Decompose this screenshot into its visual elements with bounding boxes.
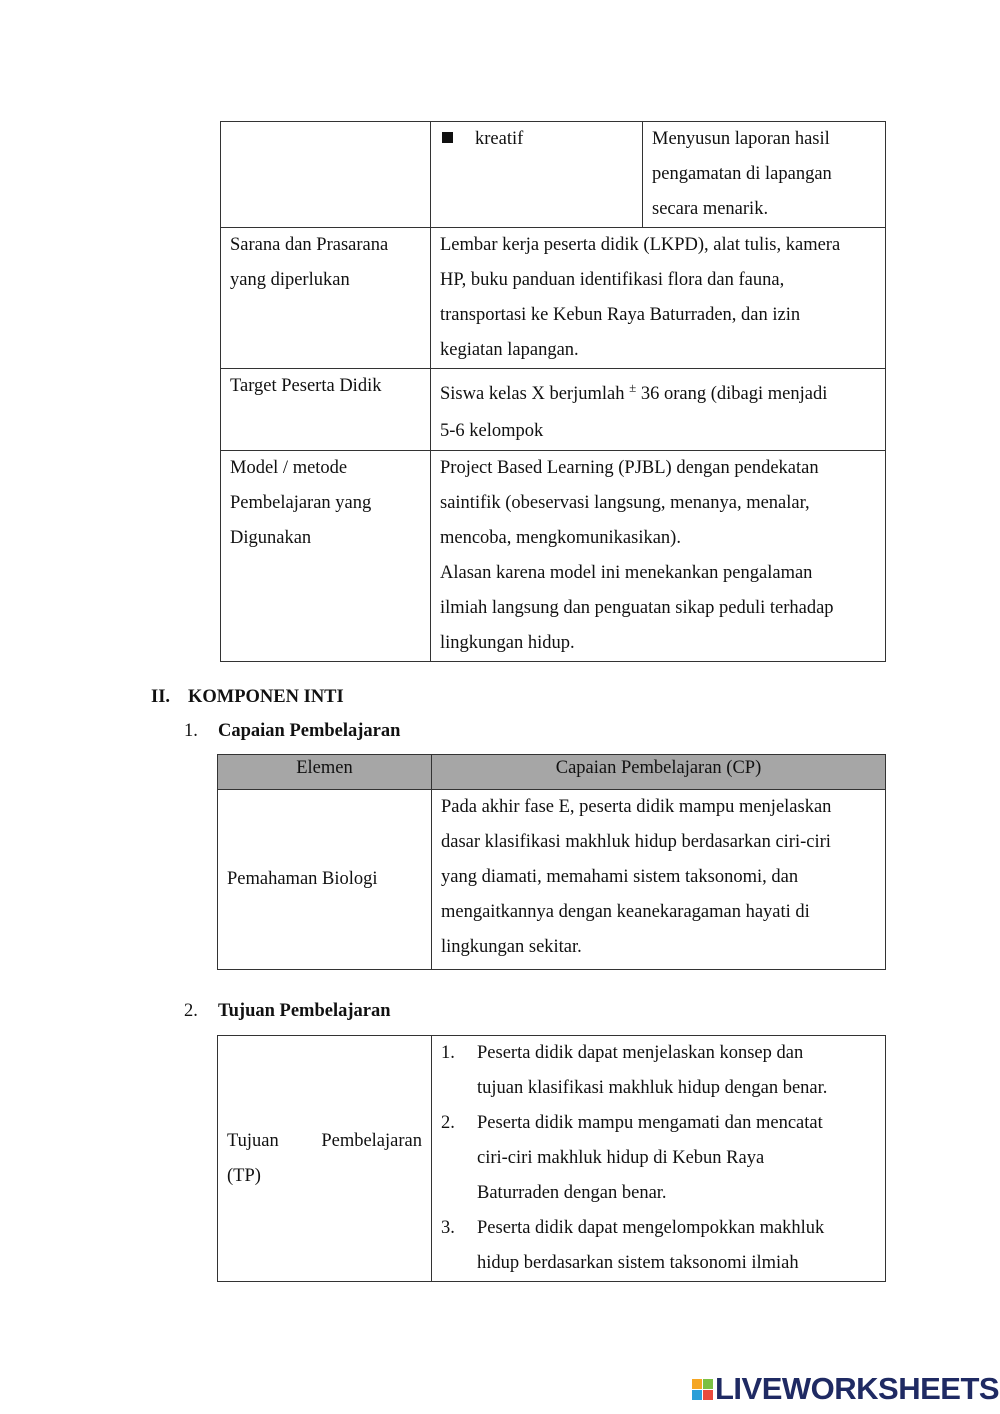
cp-element: Pemahaman Biologi <box>218 790 432 970</box>
text-line: 5-6 kelompok <box>440 421 544 441</box>
text-line: mencoba, mengkomunikasikan). <box>440 528 681 548</box>
square-bullet-icon <box>442 132 453 143</box>
section-heading <box>151 680 344 715</box>
liveworksheets-logo[interactable] <box>692 1371 999 1407</box>
text-line: saintifik (obeservasi langsung, menanya, menalar, <box>440 493 810 513</box>
text-line: Peserta didik mampu mengamati dan mencatat <box>477 1113 823 1133</box>
text-line: transportasi ke Kebun Raya Baturraden, dan izin <box>440 305 801 325</box>
text-line: tujuan klasifikasi makhluk hidup dengan benar. <box>477 1078 828 1098</box>
text-line: kegiatan lapangan. <box>440 340 579 360</box>
target-text: Siswa kelas X berjumlah <box>440 384 630 404</box>
profile-description <box>643 122 886 228</box>
logo-tile <box>692 1390 702 1400</box>
list-item <box>441 1036 876 1106</box>
text-line: Peserta didik dapat menjelaskan konsep dan <box>477 1043 804 1063</box>
objective-list <box>441 1036 876 1281</box>
text-line: Lembar kerja peserta didik (LKPD), alat tulis, kamera <box>440 235 841 255</box>
text-line: pengamatan di lapangan <box>652 164 832 184</box>
text-line: Model / metode <box>230 458 348 478</box>
text-line: (TP) <box>227 1165 261 1186</box>
subheading-cp <box>184 714 400 749</box>
tp-objectives <box>432 1036 886 1282</box>
text-line: Menyusun laporan hasil <box>652 129 830 149</box>
logo-tile <box>703 1379 713 1389</box>
list-item <box>441 1106 876 1211</box>
live-badge-icon <box>692 1379 713 1400</box>
header-cp: Capaian Pembelajaran (CP) <box>432 755 886 790</box>
text-line: Pada akhir fase E, peserta didik mampu menjelaskan <box>441 797 832 817</box>
text-line: Tujuan Pembelajaran <box>227 1130 422 1151</box>
row-creative <box>221 122 886 228</box>
subheading-title: Capaian Pembelajaran <box>218 721 401 741</box>
cp-header-row <box>218 755 886 790</box>
profile-cell <box>431 122 643 228</box>
facilities-value <box>431 228 886 369</box>
target-label: Target Peserta Didik <box>221 369 431 451</box>
text-line: ilmiah langsung dan penguatan sikap peduli terhadap <box>440 598 834 618</box>
text-line: Baturraden dengan benar. <box>477 1183 667 1203</box>
text-line: secara menarik. <box>652 199 769 219</box>
module-identity-table <box>220 121 886 662</box>
target-value <box>431 369 886 451</box>
subheading-tp <box>184 994 391 1029</box>
text-line: mengaitkannya dengan keanekaragaman hayati di <box>441 902 810 922</box>
row-model <box>221 451 886 662</box>
logo-tile <box>703 1390 713 1400</box>
text-line: yang diperlukan <box>230 270 350 290</box>
section-number: II. <box>151 687 171 707</box>
target-text: 36 orang (dibagi menjadi <box>636 384 828 404</box>
plus-minus-symbol: ± <box>629 380 637 395</box>
model-label <box>221 451 431 662</box>
text-line: dasar klasifikasi makhluk hidup berdasarkan ciri-ciri <box>441 832 831 852</box>
text-line: Pembelajaran yang <box>230 493 372 513</box>
profile-label: kreatif <box>475 129 524 149</box>
tp-row <box>218 1036 886 1282</box>
header-element: Elemen <box>218 755 432 790</box>
section-title: KOMPONEN INTI <box>188 687 344 707</box>
text-line: hidup berdasarkan sistem taksonomi ilmiah <box>477 1253 799 1273</box>
item-number: 1. <box>441 1043 455 1063</box>
facilities-label <box>221 228 431 369</box>
item-number: 3. <box>441 1218 455 1238</box>
list-item <box>441 1211 876 1281</box>
text-line: HP, buku panduan identifikasi flora dan fauna, <box>440 270 785 290</box>
text-line: lingkungan sekitar. <box>441 937 582 957</box>
text-line: Project Based Learning (PJBL) dengan pendekatan <box>440 458 819 478</box>
logo-tile <box>692 1379 702 1389</box>
text-line: Alasan karena model ini menekankan pengalaman <box>440 563 813 583</box>
text-line: ciri-ciri makhluk hidup di Kebun Raya <box>477 1148 765 1168</box>
cp-table <box>217 754 886 970</box>
cp-description <box>432 790 886 970</box>
row-facilities <box>221 228 886 369</box>
tp-table <box>217 1035 886 1282</box>
subheading-number: 1. <box>184 721 198 741</box>
text-line: Digunakan <box>230 528 312 548</box>
text-line: Sarana dan Prasarana <box>230 235 389 255</box>
logo-text: LIVEWORKSHEETS <box>715 1371 1000 1406</box>
subheading-number: 2. <box>184 1001 198 1021</box>
cp-row <box>218 790 886 970</box>
item-number: 2. <box>441 1113 455 1133</box>
model-value <box>431 451 886 662</box>
text-line <box>440 369 876 413</box>
text-line: Peserta didik dapat mengelompokkan makhluk <box>477 1218 825 1238</box>
tp-label <box>218 1036 432 1282</box>
subheading-title: Tujuan Pembelajaran <box>218 1001 391 1021</box>
empty-cell <box>221 122 431 228</box>
row-target <box>221 369 886 451</box>
text-line: yang diamati, memahami sistem taksonomi, dan <box>441 867 799 887</box>
text-line: lingkungan hidup. <box>440 633 575 653</box>
